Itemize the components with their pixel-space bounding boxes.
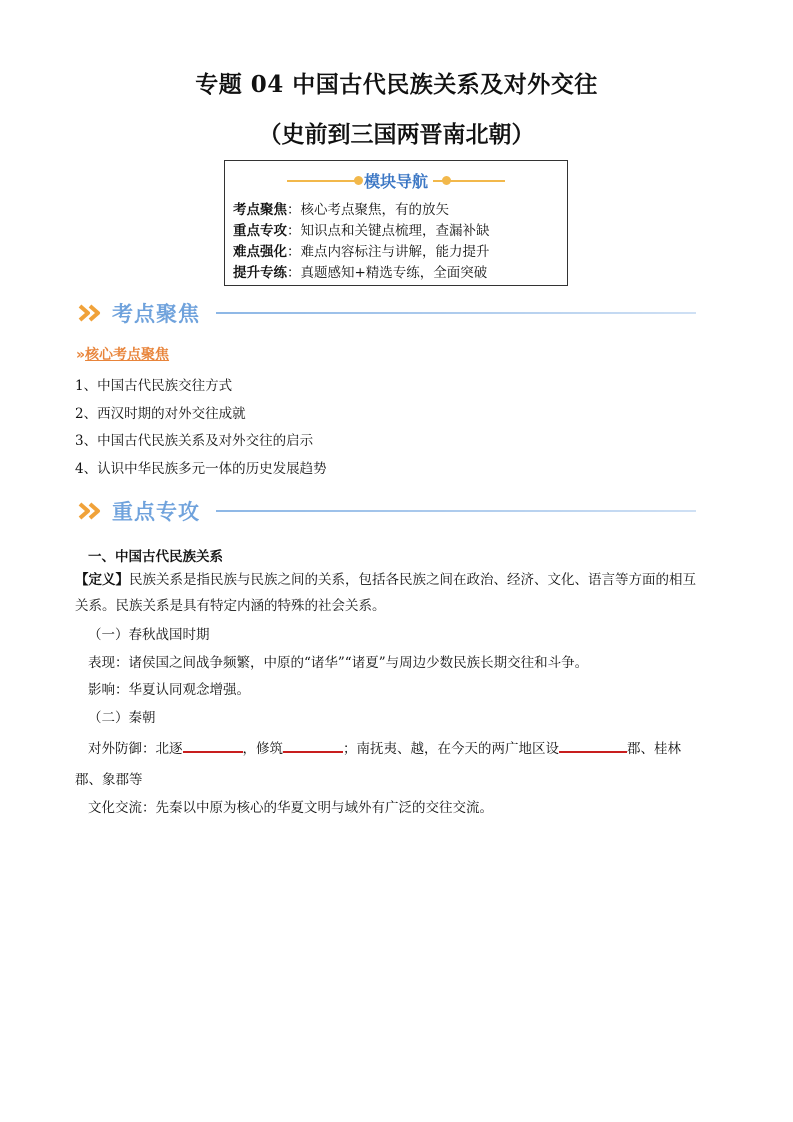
paragraph-segment: 对外防御：北逐	[88, 741, 183, 757]
paragraph: 影响：华夏认同观念增强。	[88, 682, 250, 698]
nav-row	[233, 263, 490, 284]
section-band-kaodian	[78, 296, 696, 330]
definition-text: 民族关系是指民族与民族之间的关系，包括各民族之间在政治、经济、文化、语言等方面的相互	[129, 572, 696, 588]
answer-blank[interactable]	[559, 737, 627, 753]
paragraph-segment: 郡、桂林	[627, 741, 681, 757]
nav-row	[233, 221, 490, 242]
nav-row	[233, 200, 490, 221]
answer-blank[interactable]	[183, 737, 243, 753]
answer-blank[interactable]	[283, 737, 343, 753]
definition-line: 关系。民族关系是具有特定内涵的特殊的社会关系。	[75, 598, 386, 614]
fill-in-paragraph	[88, 736, 681, 762]
section-heading: 一、中国古代民族关系	[88, 549, 223, 565]
nav-row	[233, 242, 490, 263]
nav-header	[225, 169, 567, 191]
paragraph: 郡、象郡等	[75, 772, 143, 788]
section-title: 考点聚焦	[112, 302, 200, 326]
core-focus-subheading-text: 核心考点聚焦	[85, 347, 170, 363]
module-navigation-box	[224, 160, 568, 286]
list-item: 2、西汉时期的对外交往成就	[75, 406, 246, 422]
double-chevron-icon	[78, 502, 106, 520]
paragraph-segment: ；南抚夷、越，在今天的两广地区设	[343, 741, 559, 757]
section-divider-line	[216, 312, 696, 314]
nav-row-text: ：知识点和关键点梳理，查漏补缺	[287, 223, 490, 239]
paragraph-segment: ，修筑	[242, 741, 283, 757]
list-item: 3、中国古代民族关系及对外交往的启示	[75, 433, 314, 449]
page-title: 专题 04 中国古代民族关系及对外交往	[195, 71, 598, 98]
paragraph: 文化交流：先秦以中原为核心的华夏文明与域外有广泛的交往交流。	[88, 800, 493, 816]
double-chevron-icon	[78, 304, 106, 322]
section-divider-line	[216, 510, 696, 512]
definition-tag: 【定义】	[75, 572, 129, 588]
nav-row-label: 重点专攻	[233, 223, 287, 239]
subsection-heading: （二）秦朝	[88, 710, 156, 726]
nav-row-label: 考点聚焦	[233, 202, 287, 218]
nav-divider-right	[433, 180, 505, 182]
section-title: 重点专攻	[112, 500, 200, 524]
list-item: 1、中国古代民族交往方式	[75, 378, 233, 394]
list-item: 4、认识中华民族多元一体的历史发展趋势	[75, 461, 327, 477]
nav-list	[233, 200, 490, 284]
nav-row-text: ：核心考点聚焦，有的放矢	[287, 202, 449, 218]
nav-row-label: 提升专练	[233, 265, 287, 281]
page-subtitle: （史前到三国两晋南北朝）	[258, 121, 535, 148]
paragraph: 表现：诸侯国之间战争频繁，中原的“诸华”“诸夏”与周边少数民族长期交往和斗争。	[88, 655, 589, 671]
nav-row-label: 难点强化	[233, 244, 287, 260]
nav-row-text: ：真题感知+精选专练，全面突破	[287, 265, 488, 281]
double-arrow-icon: »	[76, 347, 86, 363]
subsection-heading: （一）春秋战国时期	[88, 627, 210, 643]
core-focus-subheading	[76, 344, 169, 364]
section-band-zhongdian	[78, 494, 696, 528]
definition-paragraph	[75, 567, 735, 619]
nav-row-text: ：难点内容标注与讲解，能力提升	[287, 244, 490, 260]
nav-title: 模块导航	[363, 172, 428, 191]
definition-line	[75, 567, 735, 593]
